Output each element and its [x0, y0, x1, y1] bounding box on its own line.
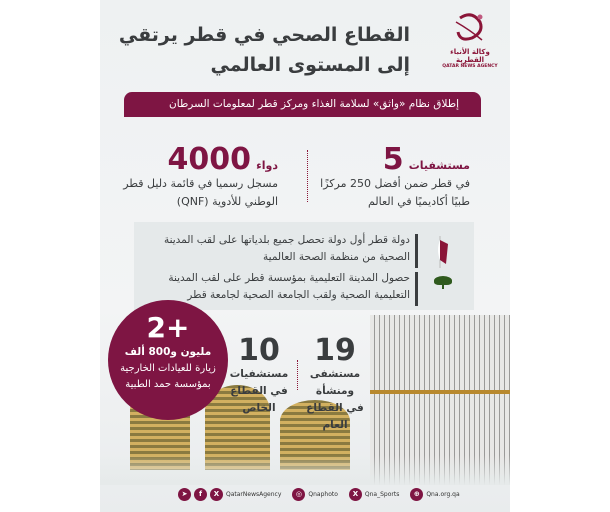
logo-arabic: وكالة الأنباء القطرية	[450, 48, 490, 64]
achievement-line: حصول المدينة التعليمية بمؤسسة قطر على لقب المدينة	[168, 272, 410, 284]
sector-label: مستشفى ومنشأة	[309, 368, 361, 397]
sector-number: 10	[238, 333, 280, 368]
bullet-bar	[415, 234, 418, 268]
stat-private-sector	[226, 333, 292, 417]
ground-fade	[100, 455, 510, 485]
sector-label: مستشفيات	[229, 368, 289, 380]
achievement-line: دولة قطر أول دولة تحصل جميع بلدياتها على لقب المدينة	[163, 234, 410, 246]
achievement-item	[168, 270, 410, 304]
qna-logo-icon	[452, 12, 488, 44]
stat-unit: دواء	[256, 159, 278, 172]
visits-line: مليون و800 ألف	[124, 346, 212, 358]
website-link[interactable]: Qna.org.qa	[426, 490, 460, 498]
title-line1: القطاع الصحي في قطر يرتقي	[118, 24, 410, 46]
social-footer	[100, 482, 510, 506]
sector-label: في القطاع العام	[306, 402, 364, 431]
achievement-line: التعليمية الصحية ولقب الجامعة الصحية لجامعة قطر	[187, 289, 410, 301]
visits-number: 2+	[146, 311, 190, 344]
title-line2: إلى المستوى العالمي	[210, 54, 410, 76]
achievements-box	[134, 222, 474, 310]
achievement-item	[164, 232, 410, 266]
instagram-icon[interactable]: ◎	[292, 488, 305, 501]
stat-number: 5	[382, 142, 404, 177]
stat-unit: مستشفيات	[408, 159, 470, 172]
stat-desc: طبيًا أكاديميًا في العالم	[367, 195, 470, 208]
stat-number: 4000	[167, 142, 252, 177]
instagram-link[interactable]: Qnaphoto	[308, 490, 338, 498]
x-icon[interactable]: X	[349, 488, 362, 501]
sector-number: 19	[314, 333, 356, 368]
qatar-flag-icon	[430, 234, 450, 270]
visits-circle	[108, 300, 228, 420]
globe-icon[interactable]: ⊕	[410, 488, 423, 501]
divider	[297, 360, 298, 390]
stat-hospitals	[320, 142, 470, 211]
telegram-icon[interactable]: ➤	[178, 488, 191, 501]
qna-logo	[440, 12, 500, 69]
logo-english: QATAR NEWS AGENCY	[442, 64, 498, 69]
qatar-foundation-logo	[428, 276, 458, 289]
stat-public-sector	[296, 333, 374, 434]
x-icon[interactable]: X	[210, 488, 223, 501]
stat-medicines	[123, 142, 278, 211]
stat-desc: في قطر ضمن أفضل 250 مركزًا	[320, 177, 470, 190]
x-sports-link[interactable]: Qna_Sports	[364, 490, 400, 498]
achievement-line: الصحية من منظمة الصحة العالمية	[263, 251, 410, 263]
facebook-icon[interactable]: f	[194, 488, 207, 501]
divider	[307, 150, 308, 202]
sector-label: في القطاع الخاص	[230, 385, 288, 414]
visits-line: زيارة للعيادات الخارجية	[120, 363, 216, 374]
x-handle-link[interactable]: QatarNewsAgency	[226, 490, 282, 498]
page-title	[119, 20, 410, 80]
bullet-bar	[415, 272, 418, 306]
headline-banner: إطلاق نظام «واثق» لسلامة الغذاء ومركز قطر لمعلومات السرطان	[124, 92, 481, 117]
visits-line: بمؤسسة حمد الطبية	[125, 379, 211, 390]
stat-desc: مسجل رسميا في قائمة دليل قطر	[123, 177, 278, 190]
stat-desc: الوطني للأدوية (QNF)	[176, 195, 278, 208]
infographic	[100, 0, 510, 512]
building-band	[370, 390, 510, 394]
